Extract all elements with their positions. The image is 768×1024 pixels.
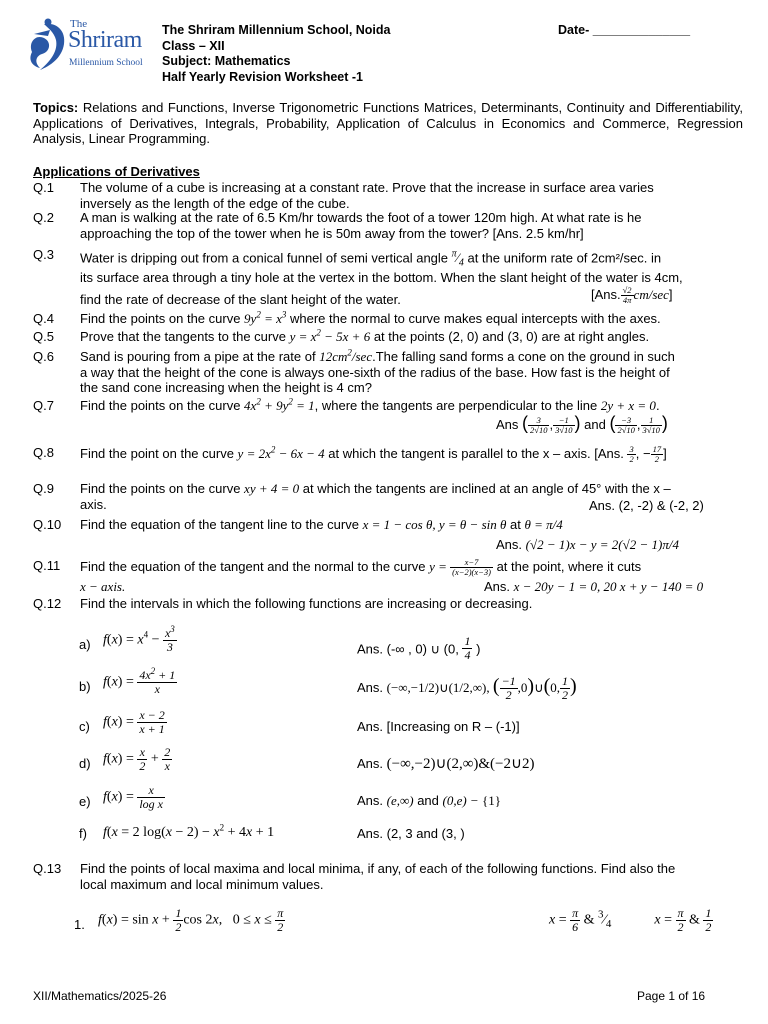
topics-label: Topics:	[33, 100, 79, 115]
question-text: .The falling sand forms a cone on the ground in such	[372, 349, 675, 364]
school-logo	[26, 14, 152, 74]
question-number: Q.8	[33, 445, 54, 460]
date-field: Date- ______________	[558, 23, 691, 37]
q12-answer-f: Ans. (2, 3 and (3, )	[357, 826, 465, 841]
question-text: where the normal to curve makes equal intercepts with the axes.	[286, 311, 661, 326]
math-pi-over-4: $^\pi⁄_4$	[451, 249, 464, 269]
answer: [Ans. $\frac{√2}{4\pi}$ cm/sec]	[591, 285, 673, 305]
answer: Ans ( $\frac{3}{2√10}$ , $\frac{-1}{3√10}$ ) and ( $\frac{-3}{2√10}$ , $\frac{1}{3√10}$ )	[496, 413, 668, 436]
question-number: Q.5	[33, 329, 54, 344]
question-number: Q.4	[33, 311, 54, 326]
question-text: at the points (2, 0) and (3, 0) are at right angles.	[370, 329, 650, 344]
question-number: Q.3	[33, 247, 54, 262]
question-number: Q.1	[33, 180, 54, 195]
logo-text-the: The	[70, 18, 88, 30]
answer-text: Ans. (-∞ , 0) ∪ (0,	[357, 641, 463, 657]
answer: Ans. x − 20y − 1 = 0, 20 x + y − 140 = 0	[484, 579, 704, 594]
q12-answer-b: Ans. (−∞,−1/2)∪(1/2,∞), ( $\frac{-1}{2}$ ,0)∪(0, $\frac{1}{2}$ )	[357, 674, 577, 703]
q13-answer-1: x = $\frac{\pi}{6}$ & $^3⁄_4$ x = $\frac{\pi}{2}$ & $\frac{1}{2}$	[549, 906, 712, 934]
math-equation: θ = π/4	[524, 517, 563, 532]
q12-answer-e: Ans. (e,∞) and (0,e) − {1}	[357, 793, 501, 808]
question-text: Find the points of local maxima and local minima, if any, of each of the following functions. Find also the	[80, 861, 676, 876]
item-label: e)	[79, 794, 91, 809]
question-number: Q.13	[33, 861, 62, 876]
question-number: Q.11	[33, 558, 61, 573]
question-text: Find the points on the curve	[80, 481, 245, 496]
question-text: Find the points on the curve	[80, 398, 245, 413]
item-label: d)	[79, 756, 91, 771]
answer-text: Ans.	[357, 756, 387, 771]
question-text: at the uniform rate of 2cm²/sec. in	[467, 250, 662, 266]
math-equation: $12cm^2/\sec$	[319, 347, 373, 364]
question-text: A man is walking at the rate of 6.5 Km/hr towards the foot of a tower 120m high. At what rate is he	[80, 210, 642, 225]
math-fraction: $\frac{√2}{4\pi}$	[622, 285, 632, 305]
question-text: at which the tangents are inclined at an angle of 45° with the x –	[299, 481, 671, 496]
question-text: Prove that the tangents to the curve	[80, 329, 290, 344]
logo-text-millennium: Millennium School	[69, 58, 143, 68]
topics-text: Relations and Functions, Inverse Trigonometric Functions Matrices, Determinants, Continuity and Differentiability, Applications of Derivatives, Integrals, Probability, Application of Calculus in Economics and Commerce, Regression Analysis, Linear Programming.	[33, 100, 743, 146]
answer-label: [Ans.	[591, 286, 621, 302]
question-number: Q.9	[33, 481, 54, 496]
question-number: Q.10	[33, 517, 62, 532]
topics-paragraph	[33, 100, 743, 147]
question-text: The volume of a cube is increasing at a constant rate. Prove that the increase in surface area varies	[80, 180, 654, 195]
answer-text: Ans.	[357, 680, 387, 695]
question-text: find the rate of decrease of the slant height of the water.	[80, 291, 401, 307]
header-info	[162, 23, 391, 85]
q12-answer-a: Ans. (-∞ , 0) ∪ (0, $\frac{1}{4}$ )	[357, 634, 481, 662]
answer-label: Ans.	[484, 579, 511, 594]
answer-label: Ans	[496, 417, 519, 432]
math-equation: $4x^2 + 9y^2 = 1$	[244, 396, 315, 413]
worksheet-page: The Shriram Millennium School The Shriram Millennium School, Noida Class – XII Subject: Mathematics Half Yearly Revision Worksheet -1 Date- ______________ Topics: Relations and Functions, Inverse Trigonometric Functions Matrices, Determinants, Continuity and Differentiability, Applications of Derivatives, Integrals, Probability, Application of Calculus in Economics and Commerce, Regression Analysis, Linear Programming. Applications of Derivatives Q.1 The volume of a cube is increasing at a constant rate. Prove that the increase in surface area varies inversely as the length of the edge of the cube. Q.2 A man is walking at the rate of 6.5 Km/hr towards the foot of a tower 120m high. At what rate is he approaching the top of the tower when he is 50m away from the tower? [Ans. 2.5 km/hr] Q.3 Water is dripping out from a conical funnel of semi vertical angle $^\pi⁄_4$ at the uniform rate of 2cm²/sec. in its surface area through a tiny hole at the vertex in the bottom. When the slant height of the water is 4cm, find the rate of decrease of the slant height of the water. [Ans. $\frac{√2}{4\pi}$ cm/sec] Q.4 Find the points on the curve $9y^2 = x^3$ where the normal to curve makes equal intercepts with the axes. Q.5 Prove that the tangents to the curve $y = x^2 - 5x + 6$ at the points (2, 0) and (3, 0) are at right angles. Q.6 Sand is pouring from a pipe at the rate of $12cm^2/\sec.The$ falling sand forms a cone on the ground in such a way that the height of the cone is always one-sixth of the radius of the base. How fast is the height of the sand cone increasing when the height is 4 cm? Q.7 Find the points on the curve $4x^2 + 9y^2 = 1$, where the tangents are perpendicular to the line 2y + x = 0. Ans ( $\frac{3}{2√10}$ , $\frac{-1}{3√10}$ ) and ( $\frac{-3}{2√10}$ , $\frac{1}{3√10}$ ) Q.8 Find the point on the curve $y = 2x^2 - 6x - 4$ at which the tangent is parallel to the x – axis. [Ans. $\frac{3}{2}$ , − $\frac{17}{2}$ ] Q.9 Find the points on the curve xy + 4 = 0 at which the tangents are inclined at an angle of 45° with the x – axis. Ans. (2, -2) & (-2, 2) Q.10 Find the equation of the tangent line to the curve x = 1 − cos θ, y = θ − sin θ at θ = π/4 Ans. (√2 − 1)x − y = 2(√2 − 1)π/4 Q.11 Find the equation of the tangent and the normal to the curve y = $\frac{x-7}{(x-2)(x-3)}$ at the point, where it cuts x − axis. Ans. x − 20y − 1 = 0, 20 x + y − 140 = 0 Q.12 Find the intervals in which the following functions are increasing or decreasing. a) $f(x) = x^4$ − $\frac{x^3}{3}$ Ans. (-∞ , 0) ∪ (0, $\frac{1}{4}$ ) b) f(x) = $\frac{4x^2 + 1}{x}$ Ans. (−∞,−1/2)∪(1/2,∞), ( $\frac{-1}{2}$ ,0)∪(0, $\frac{1}{2}$ ) c) f(x) = $\frac{x - 2}{x + 1}$ Ans. [Increasing on R – (-1)] d) f(x) = $\frac{x}{2}$ + $\frac{2}{x}$ Ans. (−∞,−2)∪(2,∞)&(−2∪2) e) f(x) = $\frac{x}{\text{log x}}$ Ans. (e,∞) and (0,e) − {1} f) f(x = 2 $\log(x - 2) - x^2 + 4x + 1$ Ans. (2, 3 and (3, ) Q.13 Find the points of local maxima and local minima, if any, of each of the following functions. Find also the local maximum and local minimum values. 1. f(x) = sin x + $\frac{1}{2}$ cos 2x, 0 ≤ x ≤ $\frac{\pi}{2}$ x = $\frac{\pi}{6}$ & $^3⁄_4$ x = $\frac{\pi}{2}$ & $\frac{1}{2}$ XII/Mathematics/2025-26 Page 1 of 16	[0, 0, 768, 1024]
question-text: its surface area through a tiny hole at the vertex in the bottom. When the slant height of the water is 4cm,	[80, 270, 683, 285]
question-text: the sand cone increasing when the height is 4 cm?	[80, 380, 372, 395]
answer-and: and	[584, 417, 606, 432]
question-text: Find the equation of the tangent line to the curve	[80, 517, 363, 532]
question-number: Q.2	[33, 210, 54, 225]
question-text: inversely as the length of the edge of the cube.	[80, 195, 350, 211]
math-equation: $y = x^2 - 5x + 6$	[289, 327, 371, 344]
question-number: Q.6	[33, 349, 54, 364]
question-text: local maximum and local minimum values.	[80, 876, 324, 892]
question-text: axis.	[80, 496, 107, 512]
q12-answer-c: Ans. [Increasing on R – (-1)]	[357, 719, 520, 734]
answer: Ans. (√2 − 1)x − y = 2(√2 − 1)π/4	[496, 537, 679, 552]
item-label: f)	[79, 826, 87, 841]
item-label: c)	[79, 719, 90, 734]
item-label: b)	[79, 679, 91, 694]
question-text: Find the intervals in which the following functions are increasing or decreasing.	[80, 596, 533, 611]
question-number: Q.7	[33, 398, 54, 413]
school-name: The Shriram Millennium School, Noida	[162, 23, 391, 37]
math-equation: $9y^2 = x^3$	[244, 309, 287, 326]
question-text: , where the tangents are perpendicular to the line	[314, 398, 601, 413]
section-title: Applications of Derivatives	[33, 164, 200, 179]
question-text: at which the tangent is parallel to the x – axis. [Ans.	[324, 445, 624, 461]
subject-label: Subject: Mathematics	[162, 54, 291, 68]
question-text: at	[506, 517, 525, 532]
page-number: Page 1 of 16	[637, 989, 706, 1003]
question-text: Find the points on the curve	[80, 311, 245, 326]
math-equation: y =	[429, 558, 451, 574]
answer-label: Ans.	[496, 537, 523, 552]
math-equation: $y = 2x^2 - 6x - 4$	[237, 444, 325, 461]
item-label: 1.	[74, 917, 85, 932]
class-label: Class – XII	[162, 38, 225, 53]
answer-text: Ans.	[357, 793, 387, 808]
math-equation: xy + 4 = 0	[244, 481, 300, 496]
q12-answer-d: Ans. (−∞,−2)∪(2,∞)&(−2∪2)	[357, 756, 535, 772]
question-text: at the point, where it cuts	[492, 558, 642, 574]
worksheet-title: Half Yearly Revision Worksheet -1	[162, 69, 364, 84]
question-text: approaching the top of the tower when he is 50m away from the tower? [Ans. 2.5 km/hr]	[80, 225, 584, 241]
math-equation: x = 1 − cos θ, y = θ − sin θ	[362, 517, 507, 532]
footer-code: XII/Mathematics/2025-26	[33, 989, 167, 1003]
question-text: Find the point on the curve	[80, 445, 238, 461]
item-label: a)	[79, 637, 91, 652]
question-number: Q.12	[33, 596, 62, 611]
question-text: a way that the height of the cone is always one-sixth of the radius of the base. How fast is the height of	[80, 364, 670, 380]
question-text: Sand is pouring from a pipe at the rate of	[80, 349, 320, 364]
question-text: Water is dripping out from a conical funnel of semi vertical angle	[80, 250, 449, 266]
question-text: Find the equation of the tangent and the normal to the curve	[80, 558, 430, 574]
math-equation: 2y + x = 0	[600, 398, 656, 413]
answer: Ans. (2, -2) & (-2, 2)	[589, 498, 704, 513]
logo-text-shriram: Shriram	[68, 27, 142, 53]
